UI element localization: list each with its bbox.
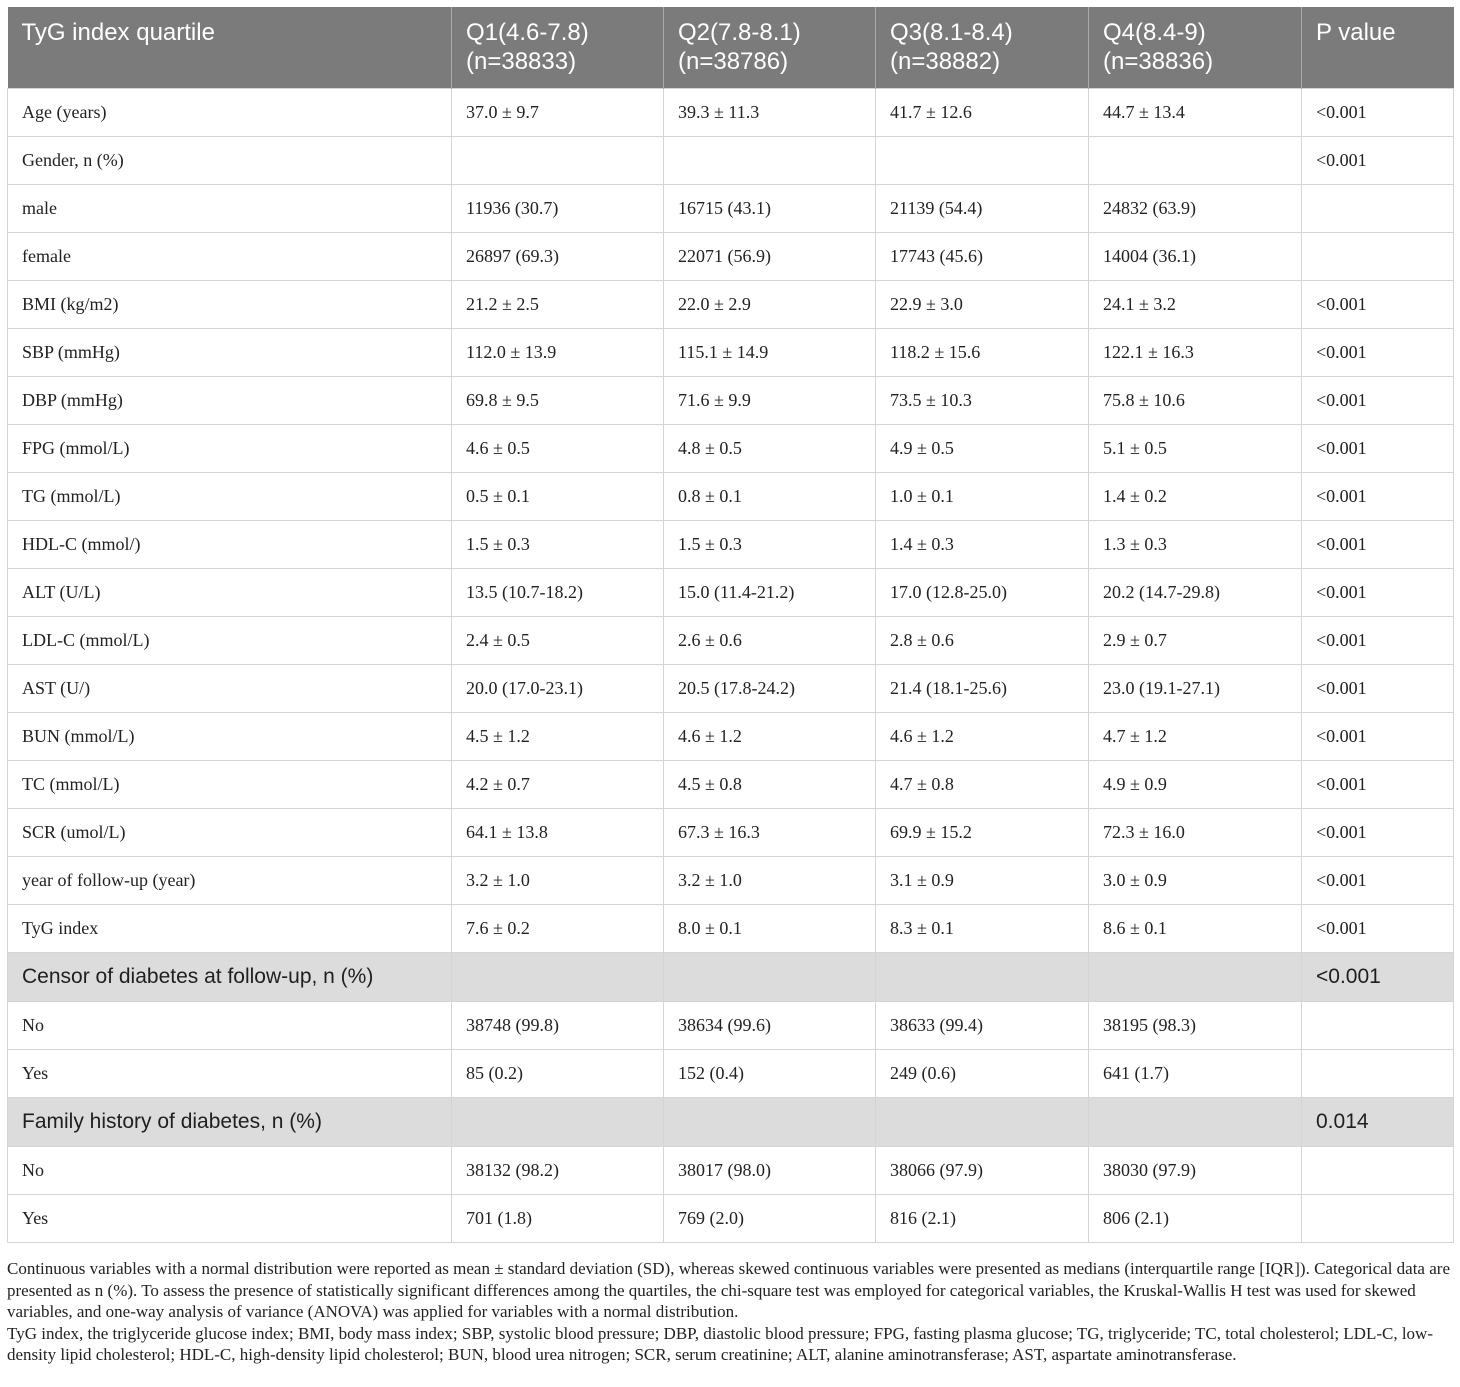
row-label-cell: AST (U/) (8, 665, 452, 713)
value-cell: 769 (2.0) (664, 1195, 876, 1243)
p-value-cell: 0.014 (1302, 1098, 1454, 1147)
table-row (8, 425, 1454, 473)
column-header-1 (452, 7, 664, 89)
value-cell: 122.1 ± 16.3 (1089, 329, 1302, 377)
table-row (8, 521, 1454, 569)
row-label-cell: BMI (kg/m2) (8, 281, 452, 329)
footnote-paragraph: TyG index, the triglyceride glucose index; BMI, body mass index; SBP, systolic blood pressure; DBP, diastolic blood pressure; FPG, fasting plasma glucose; TG, triglyceride; TC, total cholesterol; LDL-C, low-density lipid cholesterol; HDL-C, high-density lipid cholesterol; BUN, blood urea nitrogen; SCR, serum creatinine; ALT, alanine aminotransferase; AST, aspartate aminotransferase. (7, 1323, 1433, 1364)
table-row (8, 569, 1454, 617)
value-cell: 112.0 ± 13.9 (452, 329, 664, 377)
value-cell: 26897 (69.3) (452, 233, 664, 281)
value-cell: 64.1 ± 13.8 (452, 809, 664, 857)
value-cell: 17.0 (12.8-25.0) (876, 569, 1089, 617)
header-row (8, 7, 1454, 89)
table-row (8, 857, 1454, 905)
value-cell: 816 (2.1) (876, 1195, 1089, 1243)
column-header-line1: Q2(7.8-8.1) (678, 19, 801, 46)
value-cell: 67.3 ± 16.3 (664, 809, 876, 857)
row-label-cell: SCR (umol/L) (8, 809, 452, 857)
value-cell: 115.1 ± 14.9 (664, 329, 876, 377)
p-value-cell: <0.001 (1302, 953, 1454, 1002)
value-cell: 71.6 ± 9.9 (664, 377, 876, 425)
value-cell: 21.4 (18.1-25.6) (876, 665, 1089, 713)
value-cell: 44.7 ± 13.4 (1089, 89, 1302, 137)
table-row (8, 905, 1454, 953)
value-cell: 2.9 ± 0.7 (1089, 617, 1302, 665)
column-header-line1: Q1(4.6-7.8) (466, 19, 589, 46)
table-row (8, 185, 1454, 233)
value-cell: 22.9 ± 3.0 (876, 281, 1089, 329)
table-row (8, 809, 1454, 857)
p-value-cell (1302, 1002, 1454, 1050)
value-cell: 24.1 ± 3.2 (1089, 281, 1302, 329)
row-label-cell: TC (mmol/L) (8, 761, 452, 809)
table-row (8, 329, 1454, 377)
value-cell (876, 1098, 1089, 1147)
column-header-line2: (n=38836) (1103, 48, 1214, 75)
value-cell: 4.6 ± 0.5 (452, 425, 664, 473)
table-container (7, 7, 1453, 1243)
p-value-cell: <0.001 (1302, 857, 1454, 905)
value-cell: 69.9 ± 15.2 (876, 809, 1089, 857)
value-cell: 1.3 ± 0.3 (1089, 521, 1302, 569)
column-header-3 (876, 7, 1089, 89)
value-cell: 641 (1.7) (1089, 1050, 1302, 1098)
p-value-cell: <0.001 (1302, 425, 1454, 473)
value-cell: 4.9 ± 0.5 (876, 425, 1089, 473)
value-cell: 22.0 ± 2.9 (664, 281, 876, 329)
value-cell: 20.2 (14.7-29.8) (1089, 569, 1302, 617)
value-cell: 1.4 ± 0.2 (1089, 473, 1302, 521)
value-cell: 1.5 ± 0.3 (452, 521, 664, 569)
p-value-cell: <0.001 (1302, 905, 1454, 953)
value-cell: 20.5 (17.8-24.2) (664, 665, 876, 713)
value-cell (664, 953, 876, 1002)
value-cell: 23.0 (19.1-27.1) (1089, 665, 1302, 713)
section-row (8, 1098, 1454, 1147)
column-header-0 (8, 7, 452, 89)
row-label-cell: Gender, n (%) (8, 137, 452, 185)
value-cell (452, 137, 664, 185)
value-cell: 4.5 ± 0.8 (664, 761, 876, 809)
row-label-cell: female (8, 233, 452, 281)
value-cell: 24832 (63.9) (1089, 185, 1302, 233)
table-row (8, 473, 1454, 521)
value-cell: 38066 (97.9) (876, 1147, 1089, 1195)
value-cell: 4.8 ± 0.5 (664, 425, 876, 473)
value-cell: 249 (0.6) (876, 1050, 1089, 1098)
value-cell: 5.1 ± 0.5 (1089, 425, 1302, 473)
table-row (8, 617, 1454, 665)
value-cell: 2.8 ± 0.6 (876, 617, 1089, 665)
p-value-cell: <0.001 (1302, 473, 1454, 521)
p-value-cell (1302, 1195, 1454, 1243)
value-cell: 14004 (36.1) (1089, 233, 1302, 281)
baseline-characteristics-table (7, 7, 1454, 1243)
value-cell: 4.5 ± 1.2 (452, 713, 664, 761)
column-header-5 (1302, 7, 1454, 89)
value-cell (876, 953, 1089, 1002)
p-value-cell: <0.001 (1302, 377, 1454, 425)
value-cell: 3.2 ± 1.0 (452, 857, 664, 905)
section-row (8, 953, 1454, 1002)
p-value-cell: <0.001 (1302, 521, 1454, 569)
value-cell: 4.7 ± 0.8 (876, 761, 1089, 809)
row-label-cell: Age (years) (8, 89, 452, 137)
row-label-cell: Yes (8, 1195, 452, 1243)
value-cell: 1.0 ± 0.1 (876, 473, 1089, 521)
row-label-cell: BUN (mmol/L) (8, 713, 452, 761)
p-value-cell: <0.001 (1302, 137, 1454, 185)
column-header-line1: TyG index quartile (21, 19, 215, 46)
row-label-cell: male (8, 185, 452, 233)
value-cell: 7.6 ± 0.2 (452, 905, 664, 953)
column-header-line1: Q4(8.4-9) (1103, 19, 1206, 46)
p-value-cell (1302, 1050, 1454, 1098)
value-cell: 4.7 ± 1.2 (1089, 713, 1302, 761)
value-cell: 22071 (56.9) (664, 233, 876, 281)
value-cell (664, 137, 876, 185)
p-value-cell: <0.001 (1302, 809, 1454, 857)
value-cell: 69.8 ± 9.5 (452, 377, 664, 425)
row-label-cell: HDL-C (mmol/) (8, 521, 452, 569)
value-cell: 118.2 ± 15.6 (876, 329, 1089, 377)
value-cell: 39.3 ± 11.3 (664, 89, 876, 137)
value-cell: 38195 (98.3) (1089, 1002, 1302, 1050)
table-footnotes (7, 1258, 1453, 1366)
value-cell: 8.0 ± 0.1 (664, 905, 876, 953)
value-cell: 38748 (99.8) (452, 1002, 664, 1050)
column-header-2 (664, 7, 876, 89)
value-cell: 72.3 ± 16.0 (1089, 809, 1302, 857)
p-value-cell (1302, 233, 1454, 281)
column-header-4 (1089, 7, 1302, 89)
column-header-line2: (n=38786) (678, 48, 789, 75)
table-row (8, 1050, 1454, 1098)
row-label-cell: Family history of diabetes, n (%) (8, 1098, 452, 1147)
value-cell: 38132 (98.2) (452, 1147, 664, 1195)
value-cell: 20.0 (17.0-23.1) (452, 665, 664, 713)
value-cell: 38633 (99.4) (876, 1002, 1089, 1050)
value-cell: 38030 (97.9) (1089, 1147, 1302, 1195)
value-cell: 4.9 ± 0.9 (1089, 761, 1302, 809)
value-cell: 4.2 ± 0.7 (452, 761, 664, 809)
table-row (8, 137, 1454, 185)
value-cell: 4.6 ± 1.2 (664, 713, 876, 761)
value-cell: 3.0 ± 0.9 (1089, 857, 1302, 905)
row-label-cell: year of follow-up (year) (8, 857, 452, 905)
value-cell: 1.4 ± 0.3 (876, 521, 1089, 569)
value-cell: 0.8 ± 0.1 (664, 473, 876, 521)
value-cell: 152 (0.4) (664, 1050, 876, 1098)
p-value-cell: <0.001 (1302, 713, 1454, 761)
value-cell (1089, 1098, 1302, 1147)
value-cell: 16715 (43.1) (664, 185, 876, 233)
value-cell: 17743 (45.6) (876, 233, 1089, 281)
row-label-cell: Censor of diabetes at follow-up, n (%) (8, 953, 452, 1002)
value-cell: 0.5 ± 0.1 (452, 473, 664, 521)
column-header-line2: (n=38882) (890, 48, 1001, 75)
value-cell (1089, 953, 1302, 1002)
value-cell: 8.6 ± 0.1 (1089, 905, 1302, 953)
value-cell: 37.0 ± 9.7 (452, 89, 664, 137)
value-cell: 38634 (99.6) (664, 1002, 876, 1050)
value-cell: 75.8 ± 10.6 (1089, 377, 1302, 425)
column-header-line1: P value (1316, 19, 1396, 46)
p-value-cell: <0.001 (1302, 617, 1454, 665)
row-label-cell: FPG (mmol/L) (8, 425, 452, 473)
p-value-cell: <0.001 (1302, 665, 1454, 713)
table-body (8, 89, 1454, 1243)
row-label-cell: LDL-C (mmol/L) (8, 617, 452, 665)
p-value-cell (1302, 1147, 1454, 1195)
value-cell (452, 953, 664, 1002)
table-row (8, 377, 1454, 425)
table-row (8, 281, 1454, 329)
value-cell: 38017 (98.0) (664, 1147, 876, 1195)
p-value-cell: <0.001 (1302, 761, 1454, 809)
value-cell (664, 1098, 876, 1147)
value-cell: 1.5 ± 0.3 (664, 521, 876, 569)
value-cell: 2.6 ± 0.6 (664, 617, 876, 665)
column-header-line1: Q3(8.1-8.4) (890, 19, 1013, 46)
table-row (8, 1195, 1454, 1243)
table-row (8, 665, 1454, 713)
row-label-cell: ALT (U/L) (8, 569, 452, 617)
value-cell: 806 (2.1) (1089, 1195, 1302, 1243)
table-row (8, 761, 1454, 809)
value-cell: 8.3 ± 0.1 (876, 905, 1089, 953)
table-row (8, 1002, 1454, 1050)
value-cell: 73.5 ± 10.3 (876, 377, 1089, 425)
table-row (8, 89, 1454, 137)
row-label-cell: No (8, 1147, 452, 1195)
value-cell: 21139 (54.4) (876, 185, 1089, 233)
value-cell: 85 (0.2) (452, 1050, 664, 1098)
p-value-cell: <0.001 (1302, 89, 1454, 137)
value-cell (1089, 137, 1302, 185)
row-label-cell: Yes (8, 1050, 452, 1098)
table-row (8, 713, 1454, 761)
value-cell: 3.2 ± 1.0 (664, 857, 876, 905)
value-cell: 4.6 ± 1.2 (876, 713, 1089, 761)
value-cell: 11936 (30.7) (452, 185, 664, 233)
row-label-cell: SBP (mmHg) (8, 329, 452, 377)
p-value-cell: <0.001 (1302, 281, 1454, 329)
value-cell (452, 1098, 664, 1147)
value-cell: 3.1 ± 0.9 (876, 857, 1089, 905)
value-cell (876, 137, 1089, 185)
row-label-cell: TG (mmol/L) (8, 473, 452, 521)
row-label-cell: No (8, 1002, 452, 1050)
value-cell: 13.5 (10.7-18.2) (452, 569, 664, 617)
row-label-cell: DBP (mmHg) (8, 377, 452, 425)
value-cell: 2.4 ± 0.5 (452, 617, 664, 665)
value-cell: 21.2 ± 2.5 (452, 281, 664, 329)
p-value-cell: <0.001 (1302, 569, 1454, 617)
table-header (8, 7, 1454, 89)
footnote-paragraph: Continuous variables with a normal distribution were reported as mean ± standard deviation (SD), whereas skewed continuous variables were presented as medians (interquartile range [IQR]). Categorical data are presented as n (%). To assess the presence of statistically significant differences among the quartiles, the chi-square test was employed for categorical variables, the Kruskal-Wallis H test was used for skewed variables, and one-way analysis of variance (ANOVA) was applied for variables with a normal distribution. (7, 1259, 1450, 1321)
column-header-line2: (n=38833) (466, 48, 577, 75)
value-cell: 15.0 (11.4-21.2) (664, 569, 876, 617)
p-value-cell (1302, 185, 1454, 233)
value-cell: 701 (1.8) (452, 1195, 664, 1243)
p-value-cell: <0.001 (1302, 329, 1454, 377)
value-cell: 41.7 ± 12.6 (876, 89, 1089, 137)
table-row (8, 233, 1454, 281)
table-row (8, 1147, 1454, 1195)
row-label-cell: TyG index (8, 905, 452, 953)
